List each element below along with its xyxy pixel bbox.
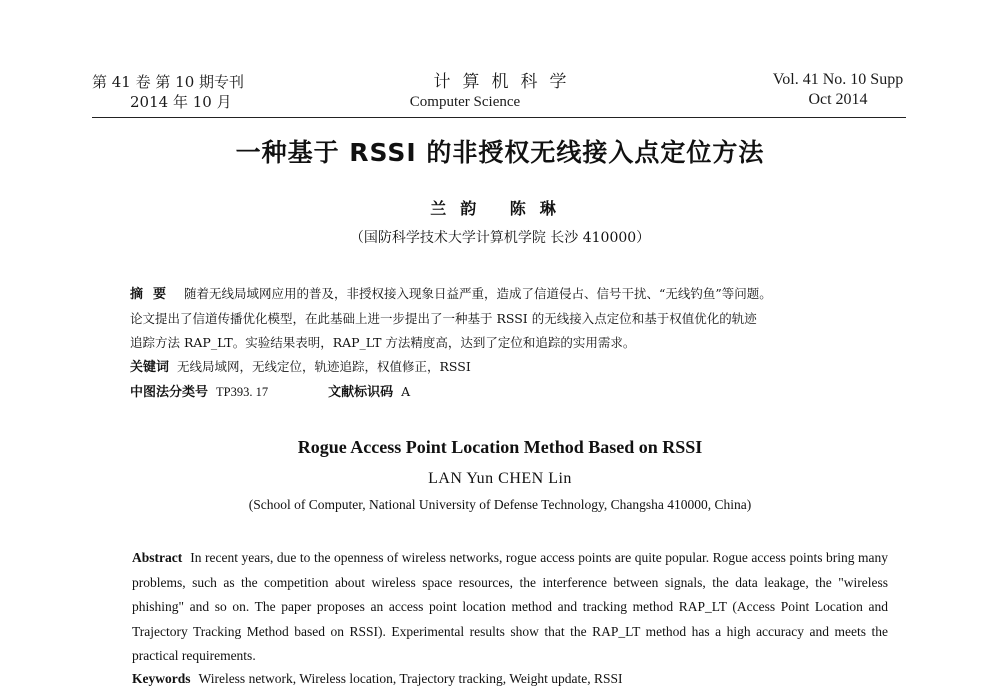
issue-date-cn: 2014 年 10 月 — [130, 93, 232, 111]
journal-volume-en — [758, 70, 918, 110]
doc-code-value: A — [401, 384, 411, 399]
authors-en: LAN Yun CHEN Lin — [428, 470, 572, 487]
volume-en: Vol. 41 No. 10 Supp — [772, 71, 904, 88]
abstract-cn — [130, 282, 890, 405]
abstract-en — [132, 546, 888, 669]
abstract-cn-label: 摘要 — [130, 287, 177, 302]
abstract-cn-text-1: 随着无线局域网应用的普及，非授权接入现象日益严重，造成了信道侵占、信号干扰、“无线钓鱼”等问题。 — [184, 286, 772, 301]
keywords-en-label: Keywords — [132, 671, 191, 686]
clc-label: 中图法分类号 — [130, 385, 209, 400]
abstract-en-label: Abstract — [132, 550, 183, 565]
affiliation-cn: （国防科学技术大学计算机学院 长沙 410000） — [349, 230, 651, 246]
classification — [130, 380, 890, 405]
doc-code-label: 文献标识码 — [328, 385, 394, 400]
volume-issue: 第 41 卷 第 10 期专刊 — [92, 73, 245, 91]
affiliation-en: (School of Computer, National University of Defense Technology, Changsha 410000, China) — [248, 497, 752, 512]
header-rule — [92, 117, 906, 118]
authors-cn: 兰韵 陈琳 — [430, 199, 570, 218]
keywords-en-value: Wireless network, Wireless location, Trajectory tracking, Weight update, RSSI — [198, 671, 623, 686]
clc-value: TP393. 17 — [216, 385, 269, 399]
keywords-cn-value: 无线局域网，无线定位，轨迹追踪，权值修正，RSSI — [177, 359, 471, 374]
date-en: Oct 2014 — [808, 91, 868, 108]
paper-title-en: Rogue Access Point Location Method Based on RSSI — [297, 437, 703, 457]
keywords-cn — [130, 355, 890, 380]
paper-title-cn: 一种基于 RSSI 的非授权无线接入点定位方法 — [235, 138, 765, 167]
abstract-cn-line-3: 追踪方法 RAP_LT。实验结果表明，RAP_LT 方法精度高，达到了定位和追踪的实用需求。 — [130, 335, 636, 350]
keywords-en — [132, 671, 623, 687]
abstract-en-text: In recent years, due to the openness of wireless networks, rogue access points are quite popular. Rogue access points bring many problems, such as the competition about wireless space resources, the interference between signals, the data leakage, the "wireless phishing" and so on. The paper proposes an access point location method and tracking method RAP_LT (Access Point Location and Trajectory Tracking Method based on RSSI). Experimental results show that the RAP_LT method has a high accuracy and meets the practical requirements. — [132, 550, 888, 663]
abstract-cn-line-2: 论文提出了信道传播优化模型，在此基础上进一步提出了一种基于 RSSI 的无线接入点定位和基于权值优化的轨迹 — [130, 311, 757, 326]
journal-name-en: Computer Science — [409, 94, 521, 110]
abstract-cn-line-1 — [130, 282, 890, 307]
journal-name-cn: 计算机科学 — [433, 72, 579, 92]
keywords-cn-label: 关键词 — [130, 360, 170, 375]
